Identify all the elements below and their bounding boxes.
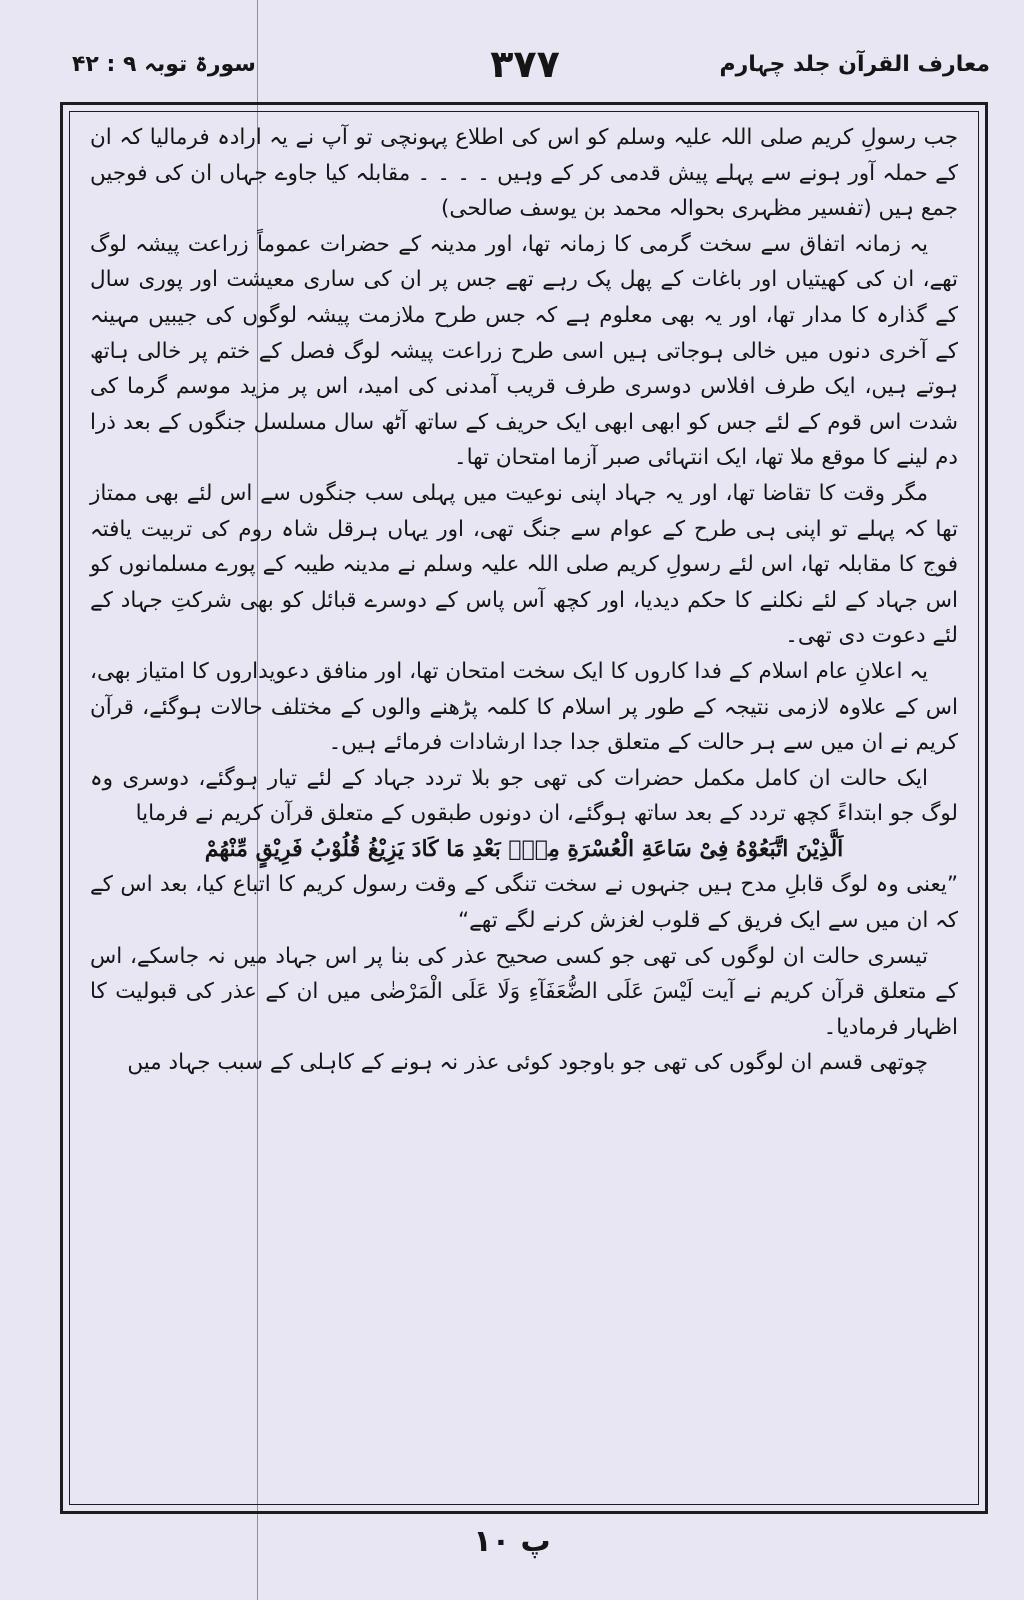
body-text xyxy=(90,120,958,1081)
paragraph-5: ایک حالت ان کامل مکمل حضرات کی تھی جو بلا تردد جہاد کے لئے تیار ہوگئے، دوسری وہ لوگ جو ابتداءً کچھ تردد کے بعد ساتھ ہوگئے، ان دونوں طبقوں کے متعلق قرآن کریم نے فرمایا xyxy=(90,765,958,827)
paragraph-7: تیسری حالت ان لوگوں کی تھی جو کسی صحیح عذر کی بنا پر اس جہاد میں نہ جاسکے، اس کے متعلق قرآن کریم نے آیت لَیْسَ عَلَى الضُّعَفَآءِ وَلَا عَلَى الْمَرْضٰى میں ان کے عذر کی قبولیت کا اظہار فرمادیا۔ xyxy=(90,943,958,1040)
paragraph-8: چوتھی قسم ان لوگوں کی تھی جو باوجود کوئی عذر نہ ہونے کے کاہلی کے سبب جہاد میں xyxy=(127,1050,928,1076)
paragraph-2: یہ زمانہ اتفاق سے سخت گرمی کا زمانہ تھا، اور مدینہ کے حضرات عموماً زراعت پیشہ لوگ تھے، ان کی کھیتیاں اور باغات کے پھل پک رہے تھے جس پر ان کی ساری معیشت اور پوری سال کے گذارہ کا مدار تھا، اور یہ بھی معلوم ہے کہ جس طرح ملازمت پیشہ لوگوں کی جیبیں مہینہ کے آخری دنوں میں خالی ہوجاتی ہیں اسی طرح زراعت پیشہ لوگ فصل کے ختم پر خالی ہاتھ ہوتے ہیں، ایک طرف افلاس دوسری طرف قریب آمدنی کی امید، اس پر مزید موسم گرما کی شدت اس قوم کے لئے جس کو ابھی ابھی ایک حریف کے ساتھ آٹھ سال مسلسل جنگوں کے بعد ذرا دم لینے کا موقع ملا تھا، ایک انتہائی صبر آزما امتحان تھا۔ xyxy=(90,231,958,471)
paragraph-3: مگر وقت کا تقاضا تھا، اور یہ جہاد اپنی نوعیت میں پہلی سب جنگوں سے اس لئے بھی ممتاز تھا کہ پہلے تو اپنی ہی طرح کے عوام سے جنگ تھی، اور یہاں ہرقل شاہ روم کی تربیت یافتہ فوج کا مقابلہ تھا، اس لئے رسولِ کریم صلی اللہ علیہ وسلم نے مدینہ طیبہ کے پورے مسلمانوں کو اس جہاد کے لئے نکلنے کا حکم دیدیا، اور کچھ آس پاس کے دوسرے قبائل کو بھی شرکتِ جہاد کے لئے دعوت دی تھی۔ xyxy=(90,480,958,649)
paragraph-6: ”یعنی وہ لوگ قابلِ مدح ہیں جنہوں نے سخت تنگی کے وقت رسول کریم کا اتباع کیا، بعد اس کے کہ ان میں سے ایک فریق کے قلوب لغزش کرنے لگے تھے“ xyxy=(90,872,958,934)
juz-marker: پ ۱۰ xyxy=(473,1524,551,1559)
surah-reference: سورۃ توبہ ۹ : ۴۲ xyxy=(72,52,256,77)
paragraph-4: یہ اعلانِ عام اسلام کے فدا کاروں کا ایک سخت امتحان تھا، اور منافق دعویداروں کا امتیاز بھی، اس کے علاوہ لازمی نتیجہ کے طور پر اسلام کا کلمہ پڑھنے والوں کے مختلف حالات ہوگئے، قرآن کریم نے ان میں سے ہر حالت کے متعلق جدا جدا ارشادات فرمائے ہیں۔ xyxy=(90,658,958,756)
page-number: ۳۷۷ xyxy=(490,42,560,86)
paragraph-1: جب رسولِ کریم صلی اللہ علیہ وسلم کو اس کی اطلاع پہونچی تو آپ نے یہ ارادہ فرمالیا کہ ان کے حملہ آور ہونے سے پہلے پیش قدمی کر کے وہیں ۔ ۔ ۔ ۔ مقابلہ کیا جاوے جہاں ان کی فوجیں جمع ہیں (تفسیر مظہری بحوالہ محمد بن یوسف صالحی) xyxy=(90,125,958,222)
book-title: معارف القرآن جلد چہارم xyxy=(719,52,990,77)
page-header xyxy=(60,42,990,92)
quran-verse: اَلَّذِیْنَ اتَّبَعُوْهُ فِیْ سَاعَةِ الْعُسْرَةِ مِنْۢ بَعْدِ مَا كَادَ یَزِیْغُ قُلُوْبُ فَرِیْقٍ مِّنْهُمْ xyxy=(204,835,844,862)
